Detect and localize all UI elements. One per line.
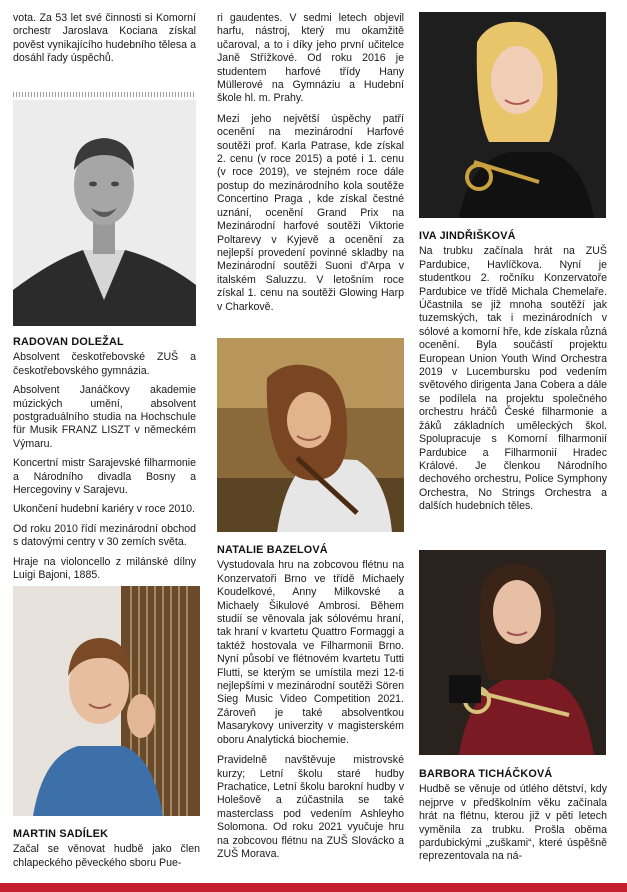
bio-paragraph: Absolvent Janáčkovy akademie múzických umění, absolvent postgraduálního studia na Hochschule für Musik FRANZ LISZT v německém Výmaru. [13,384,196,450]
column-1-bio [13,330,196,589]
person-name: BARBORA TICHÁČKOVÁ [419,768,553,780]
bio-paragraph: Vystudovala hru na zobcovou flétnu na Konzervatoři Brno ve třídě Michaely Koudelkové, Anny Milkovské a Michaely Šikulové Ambrosi. Během studií se věnovala jak sólovému hraní, tak hraní v kvartetu Quattro Formaggi a taktéž hostovala ve Filharmonii Brno. Nyní působí ve flétnovém kvartetu Tutti Flutti, se kterým se umístila mezi 12-ti nejlepšími v mezinárodní soutěži Sören Sieg Music Video Competition 2021. Zároveň je také absolventkou Masarykovy univerzity v magisterském oboru Analytická biochemie. [217,559,404,746]
person-name: MARTIN SADÍLEK [13,828,109,840]
photo-iva-jindriskova [419,12,606,218]
column-1 [13,12,196,73]
intro-paragraph: vota. Za 53 let své činnosti si Komorní orchestr Jaroslava Kociana získal pověst vynikajícího hudebního tělesa a dosáhl řady úspěchů. [13,12,196,65]
bottom-accent-bar [0,883,627,892]
photo-radovan-dolezal [13,100,196,326]
column-1-bio-2 [13,822,200,877]
bio-paragraph: Od roku 2010 řídí mezinárodní obchod s datovými centry v 30 zemích světa. [13,522,196,549]
bio-paragraph: Na trubku začínala hrát na ZUŠ Pardubice, Havlíčkova. Nyní je studentkou 2. ročníku Konzervatoře Pardubice ve třídě Michala Chemelaře. Účastnila se již mnoha soutěží jak tuzemských, tak i mezinárodních v sólové a komorní hře, kde získala různá ocenění. Byla součástí projektu European Union Youth Wind Orchestra 2019 v Lucembursku pod vedením světového dirigenta Jana Cobera a dále se podílela na projektu společného orchestru hráčů České filharmonie a žáků základních uměleckých škol. Spolupracuje s Komorní filharmonií Pardubice a Filharmonií Hradec Králové. Je členkou Národního dechového orchestru, Police Symphony Orchestra, No Strings Orchestra a dalších hudebních těles. [419,245,607,513]
column-2-bio [217,538,404,868]
bio-paragraph: Začal se věnovat hudbě jako člen chlapeckého pěveckého sboru Pue- [13,843,200,869]
photo-natalie-bazelova [217,338,404,532]
decorative-divider [13,92,196,97]
person-name: RADOVAN DOLEŽAL [13,336,124,348]
bio-paragraph: Ukončení hudební kariéry v roce 2010. [13,503,195,516]
column-3-bio-2 [419,762,607,871]
bio-paragraph: Pravidelně navštěvuje mistrovské kurzy; Letní školu staré hudby Prachatice, Letní školu barokní hudby v Holešově a zúčastnila se také masterclass pod vedením Ashleyho Solomona. Od roku 2021 vyučuje hru na zobcovou flétnu na ZUŠ Slovácko a ZUŠ Morava. [217,754,404,860]
bio-paragraph: Hraje na violoncello z milánské dílny Luigi Bajoni, 1885. [13,555,196,582]
photo-barbora-tichackova [419,550,606,755]
person-name: IVA JINDŘIŠKOVÁ [419,230,516,242]
bio-paragraph: Absolvent českotřebovské ZUŠ a českotřebovského gymnázia. [13,351,196,377]
column-3-bio [419,224,607,521]
column-2 [217,12,404,321]
bio-paragraph: Hudbě se věnuje od útlého dětství, kdy nejprve v předškolním věku začínala hrát na flétnu, kterou již v pěti letech vyměnila za trubku. Prošla oběma pardubickými „zuškami“, které úspěšně reprezentovala na ná- [419,783,607,863]
person-name: NATALIE BAZELOVÁ [217,544,328,556]
bio-paragraph: Koncertní mistr Sarajevské filharmonie a Národního divadla Bosny a Hercegoviny v Sarajevu. [13,457,196,497]
bio-paragraph: ri gaudentes. V sedmi letech objevil harfu, nástroj, který mu okamžitě učaroval, a to i díky jeho první učitelce Janě Střížkové. Od roku 2016 je studentem harfové třídy Hany Müllerové na Gymnáziu a Hudební škole hl. m. Prahy. [217,12,404,105]
photo-martin-sadilek [13,586,200,816]
bio-paragraph: Mezi jeho největší úspěchy patří ocenění na mezinárodní Harfové soutěži prof. Karla Patrase, kde získal 2. cenu (v roce 2015) a poté i 1. cenu (v roce 2019), ve stejném roce dále postup do mezinárodního kola soutěže Concertino Praga , kde získal čestné uznání, ocenění Grand Prix na Mezinárodní harfové soutěži Viktorie Poltarevy v Kyjevě a ocenění za nejlepší provedení povinné skladby na Mezinárodní soutěži Suoni d'Arpa v italském Saluzzu. V letošním roce získal 1. cenu na soutěži Glowing Harp v Charkově. [217,112,404,313]
